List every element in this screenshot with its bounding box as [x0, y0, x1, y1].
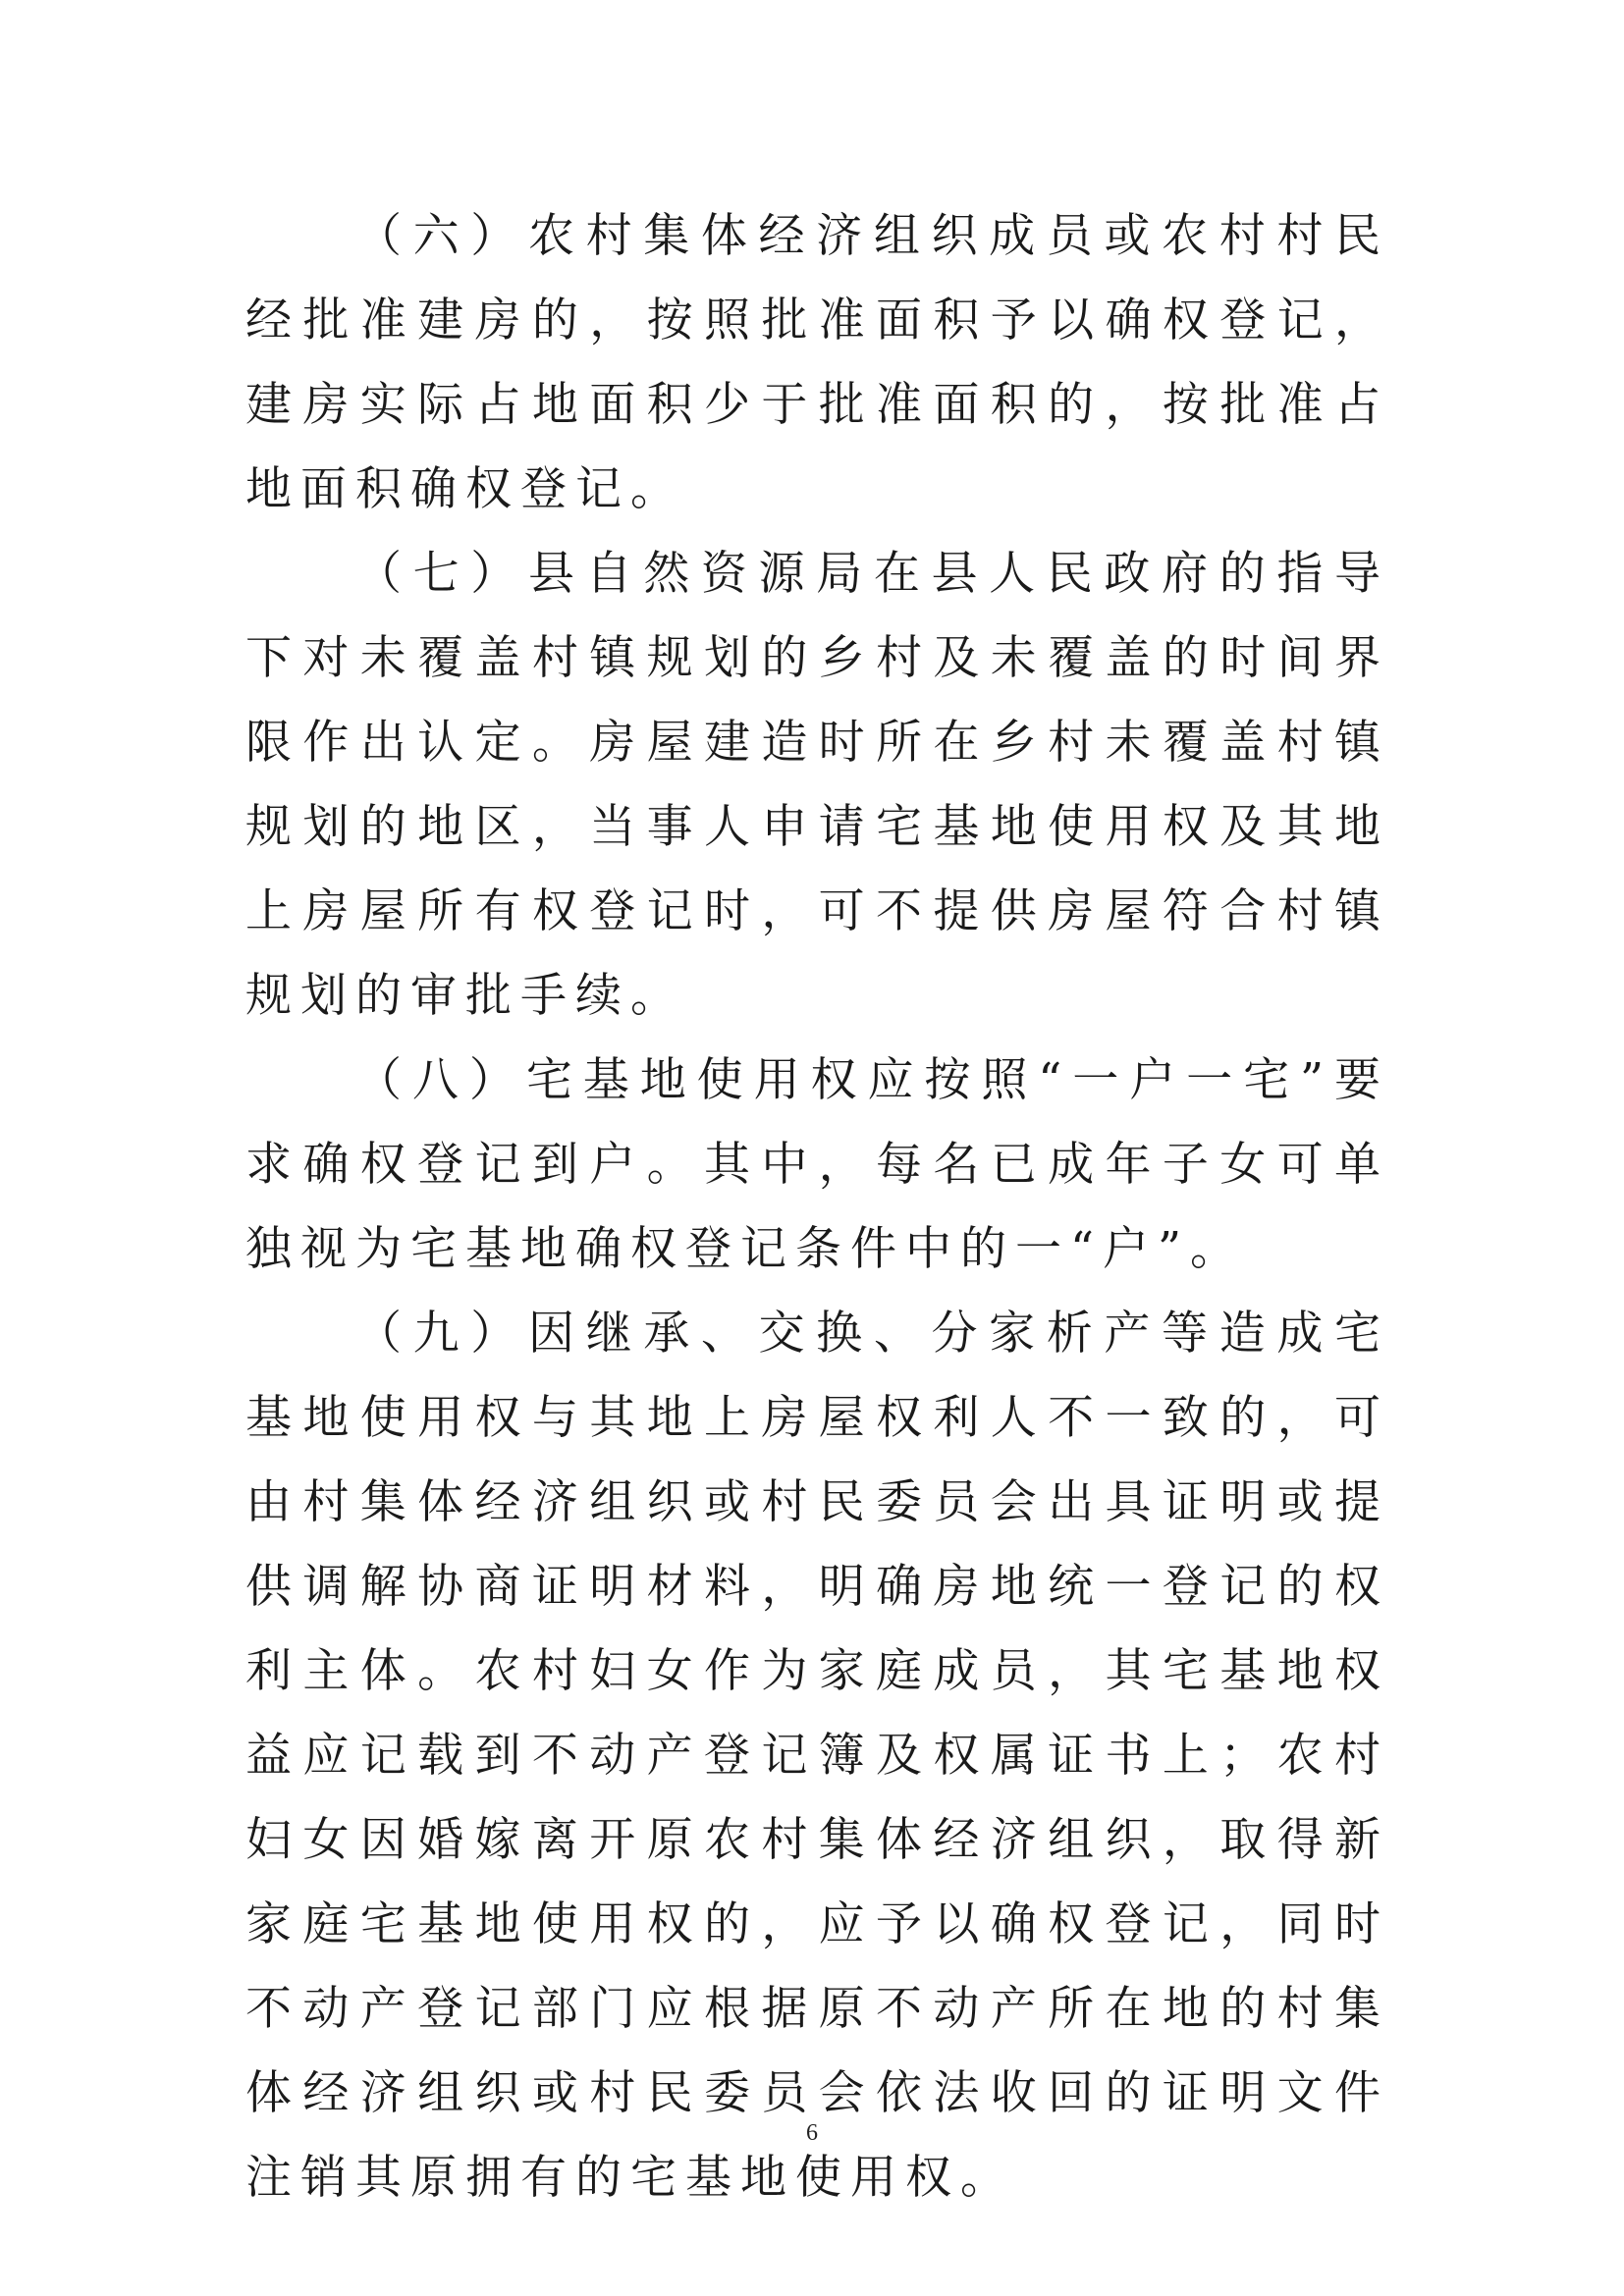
document-body	[245, 194, 1389, 2220]
paragraph-item-7: （七）县自然资源局在县人民政府的指导下对未覆盖村镇规划的乡村及未覆盖的时间界限作出认定。房屋建造时所在乡村未覆盖村镇规划的地区，当事人申请宅基地使用权及其地上房屋所有权登记时，可不提供房屋符合村镇规划的审批手续。	[245, 547, 1389, 1023]
page-number: 6	[806, 2120, 818, 2146]
paragraph-item-8: （八）宅基地使用权应按照“一户一宅”要求确权登记到户。其中，每名已成年子女可单独视为宅基地确权登记条件中的一“户”。	[245, 1053, 1389, 1276]
paragraph-item-6: （六）农村集体经济组织成员或农村村民经批准建房的，按照批准面积予以确权登记，建房实际占地面积少于批准面积的，按批准占地面积确权登记。	[245, 209, 1389, 516]
paragraph-item-9: （九）因继承、交换、分家析产等造成宅基地使用权与其地上房屋权利人不一致的，可由村集体经济组织或村民委员会出具证明或提供调解协商证明材料，明确房地统一登记的权利主体。农村妇女作为家庭成员，其宅基地权益应记载到不动产登记簿及权属证书上；农村妇女因婚嫁离开原农村集体经济组织，取得新家庭宅基地使用权的，应予以确权登记，同时不动产登记部门应根据原不动产所在地的村集体经济组织或村民委员会依法收回的证明文件注销其原拥有的宅基地使用权。	[245, 1307, 1389, 2205]
